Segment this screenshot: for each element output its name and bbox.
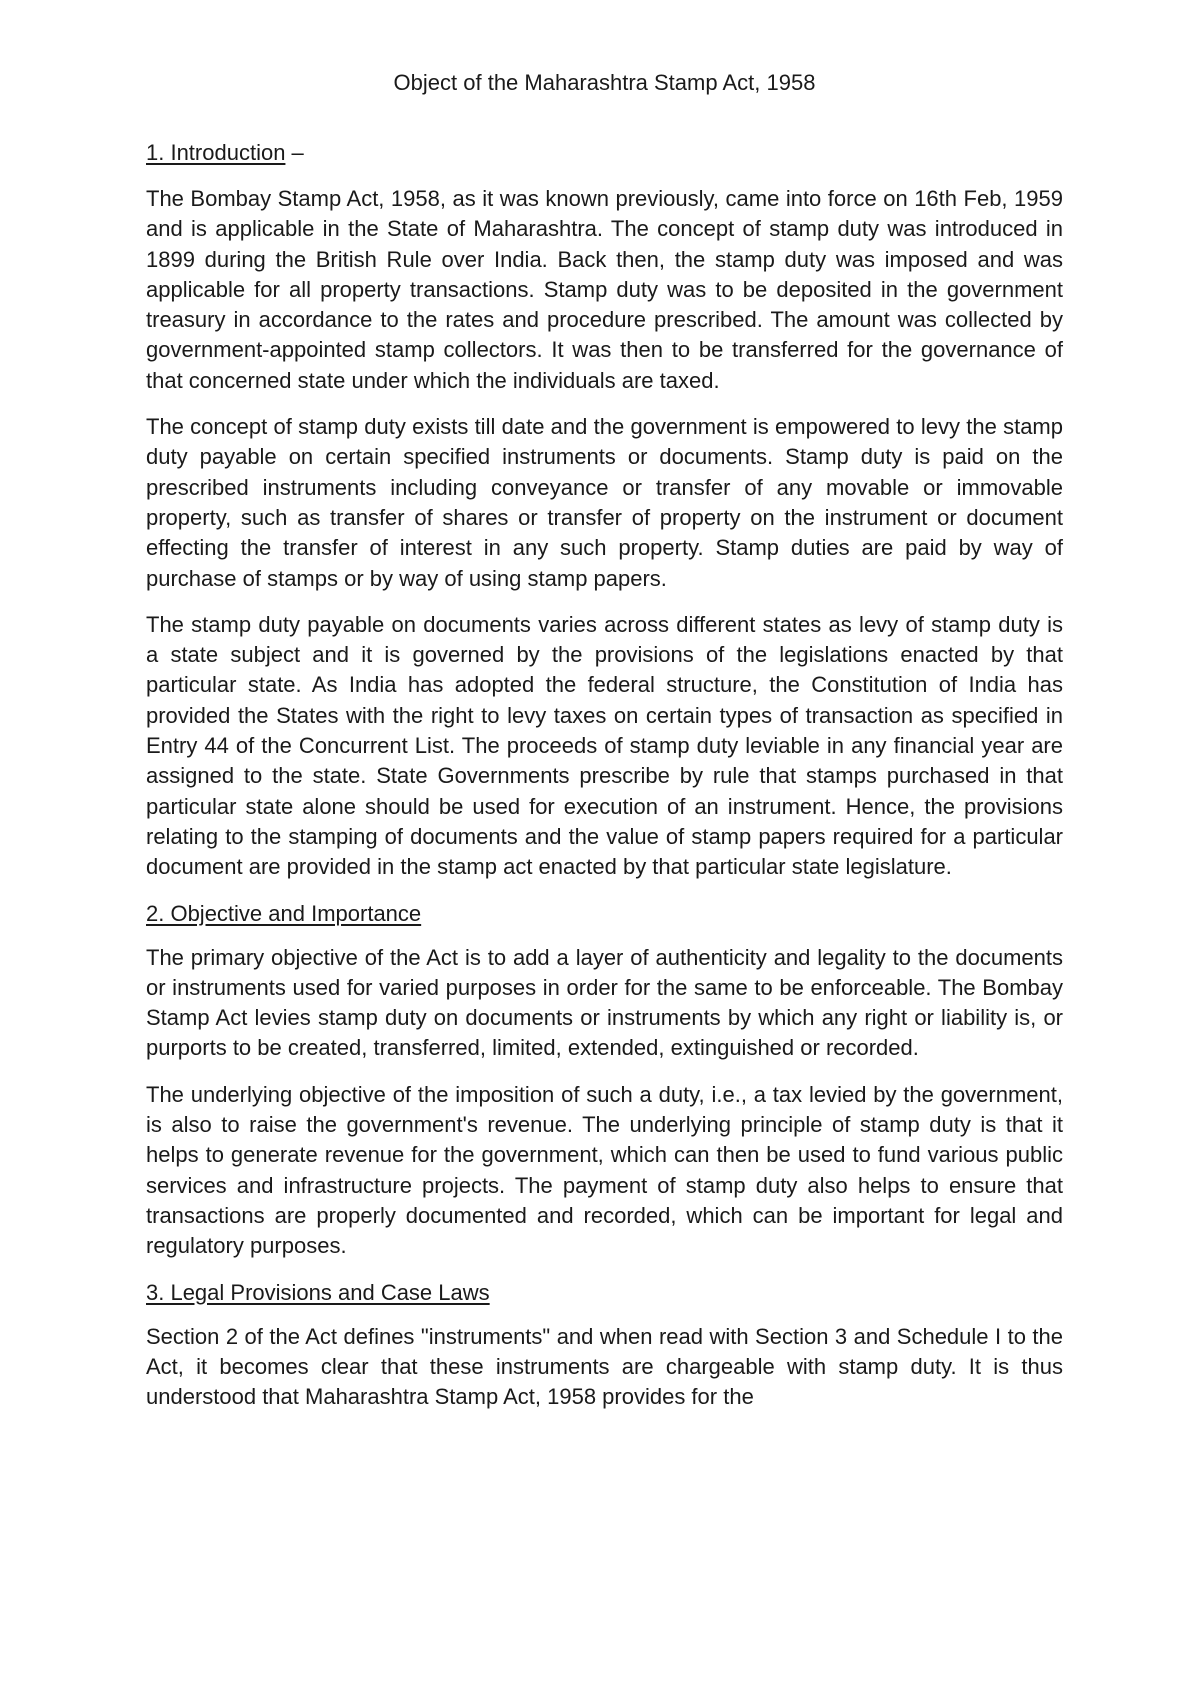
document-page [146,68,1063,1428]
paragraph: The stamp duty payable on documents varies across different states as levy of stamp duty is a state subject and it is governed by the provisions of the legislations enacted by that particular state. As India has adopted the federal structure, the Constitution of India has provided the States with the right to levy taxes on certain types of transaction as specified in Entry 44 of the Concurrent List. The proceeds of stamp duty leviable in any financial year are assigned to the state. State Governments prescribe by rule that stamps purchased in that particular state alone should be used for execution of an instrument. Hence, the provisions relating to the stamping of documents and the value of stamp papers required for a particular document are provided in the stamp act enacted by that particular state legislature. [146,611,1063,880]
paragraph: The underlying objective of the imposition of such a duty, i.e., a tax levied by the government, is also to raise the government's revenue. The underlying principle of stamp duty is that it helps to generate revenue for the government, which can then be used to fund various public services and infrastructure projects. The payment of stamp duty also helps to ensure that transactions are properly documented and recorded, which can be important for legal and regulatory purposes. [146,1081,1063,1259]
section-heading-legal-provisions [146,1278,1063,1308]
document-title: Object of the Maharashtra Stamp Act, 1958 [393,70,816,95]
paragraph: The primary objective of the Act is to add a layer of authenticity and legality to the documents or instruments used for varied purposes in order for the same to be enforceable. The Bombay Stamp Act levies stamp duty on documents or instruments by which any right or liability is, or purports to be created, transferred, limited, extended, extinguished or recorded. [146,944,1063,1061]
section-heading-objective [146,899,1063,929]
section-heading-label: 1. Introduction [146,140,286,165]
paragraph: The Bombay Stamp Act, 1958, as it was known previously, came into force on 16th Feb, 1959 and is applicable in the State of Maharashtra. The concept of stamp duty was introduced in 1899 during the British Rule over India. Back then, the stamp duty was imposed and was applicable for all property transactions. Stamp duty was to be deposited in the government treasury in accordance to the rates and procedure prescribed. The amount was collected by government-appointed stamp collectors. It was then to be transferred for the governance of that concerned state under which the individuals are taxed. [146,186,1063,393]
section-heading-label: 2. Objective and Importance [146,900,422,926]
paragraph: Section 2 of the Act defines "instruments" and when read with Section 3 and Schedule I to the Act, it becomes clear that these instruments are chargeable with stamp duty. It is thus understood that Maharashtra Stamp Act, 1958 provides for the [146,1323,1063,1410]
section-heading-introduction [146,138,1063,168]
section-heading-dash: – [285,140,304,165]
paragraph: The concept of stamp duty exists till date and the government is empowered to levy the stamp duty payable on certain specified instruments or documents. Stamp duty is paid on the prescribed instruments including conveyance or transfer of any movable or immovable property, such as transfer of shares or transfer of property on the instrument or document effecting the transfer of interest in any such property. Stamp duties are paid by way of purchase of stamps or by way of using stamp papers. [146,414,1063,591]
section-heading-label: 3. Legal Provisions and Case Laws [146,1279,490,1305]
